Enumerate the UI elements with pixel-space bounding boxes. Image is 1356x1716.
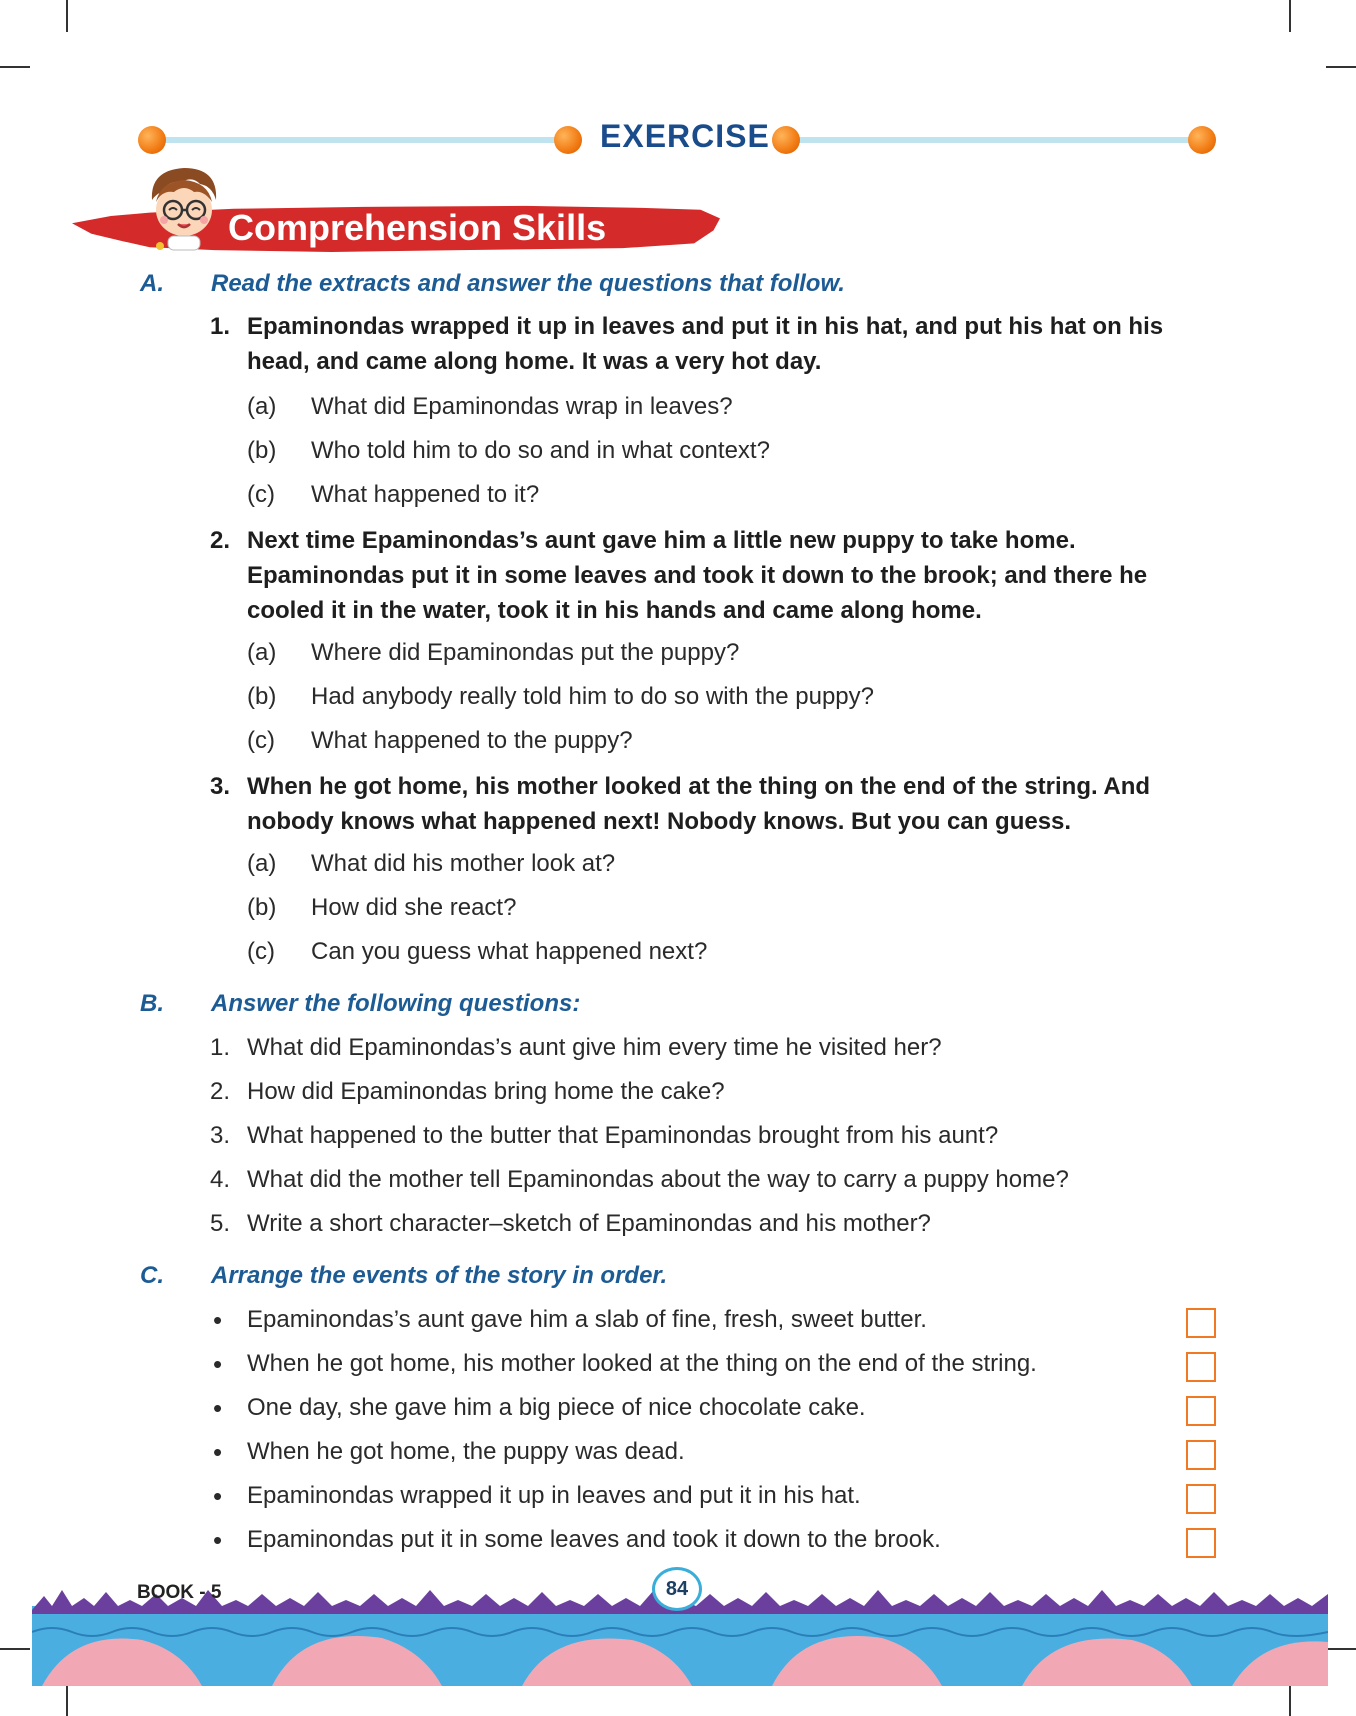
order-checkbox[interactable] — [1186, 1308, 1216, 1338]
crop-mark — [0, 1648, 30, 1650]
event-text: Epaminondas’s aunt gave him a slab of fine, fresh, sweet butter. — [247, 1306, 927, 1333]
order-checkbox[interactable] — [1186, 1396, 1216, 1426]
header-rule-right — [788, 137, 1198, 143]
page-number: 84 — [652, 1567, 702, 1611]
bullet-icon: • — [213, 1481, 223, 1511]
bullet-icon: • — [213, 1437, 223, 1467]
question-text: What did Epaminondas’s aunt give him every time he visited her? — [247, 1034, 942, 1061]
header-rule-left — [152, 137, 572, 143]
sub-question-text: Where did Epaminondas put the puppy? — [311, 639, 740, 666]
question-number: 1. — [210, 1034, 231, 1061]
question-number: 2. — [210, 1078, 231, 1105]
crop-mark — [66, 0, 68, 32]
bullet-icon: • — [213, 1393, 223, 1423]
sub-question-text: Who told him to do so and in what context? — [311, 437, 770, 464]
question-number: 5. — [210, 1210, 231, 1237]
orange-dot-icon — [772, 126, 800, 154]
sub-question-label: (c) — [247, 481, 275, 508]
sub-question-text: How did she react? — [311, 894, 517, 921]
exercise-title: EXERCISE — [600, 118, 770, 154]
sub-question-label: (c) — [247, 938, 275, 965]
orange-dot-icon — [138, 126, 166, 154]
crop-mark — [1326, 66, 1356, 68]
sub-question-label: (a) — [247, 639, 277, 666]
question-number: 3. — [210, 773, 231, 800]
sub-question-label: (b) — [247, 894, 277, 921]
sub-question-text: What happened to the puppy? — [311, 727, 633, 754]
crop-mark — [1326, 1648, 1356, 1650]
orange-dot-icon — [554, 126, 582, 154]
crop-mark — [1289, 1686, 1291, 1716]
bullet-icon: • — [213, 1349, 223, 1379]
sub-question-label: (a) — [247, 393, 277, 420]
event-text: When he got home, the puppy was dead. — [247, 1438, 685, 1465]
question-number: 2. — [210, 527, 231, 554]
sub-question-label: (c) — [247, 727, 275, 754]
crop-mark — [1289, 0, 1291, 32]
question-text: What did the mother tell Epaminondas about the way to carry a puppy home? — [247, 1166, 1069, 1193]
sub-question-label: (b) — [247, 683, 277, 710]
section-c-heading: Arrange the events of the story in order. — [211, 1262, 668, 1289]
event-text: Epaminondas wrapped it up in leaves and put it in his hat. — [247, 1482, 861, 1509]
question-text: How did Epaminondas bring home the cake? — [247, 1078, 725, 1105]
sub-question-label: (b) — [247, 437, 277, 464]
sub-question-text: What did Epaminondas wrap in leaves? — [311, 393, 733, 420]
crop-mark — [0, 66, 30, 68]
order-checkbox[interactable] — [1186, 1484, 1216, 1514]
question-text: What happened to the butter that Epaminondas brought from his aunt? — [247, 1122, 999, 1149]
event-text: When he got home, his mother looked at the thing on the end of the string. — [247, 1350, 1037, 1377]
crop-mark — [66, 1686, 68, 1716]
section-a-letter: A. — [140, 270, 164, 297]
extract-text: Next time Epaminondas’s aunt gave him a little new puppy to take home. Epaminondas put it in some leaves and took it down to the brook; and there he cooled it in the water, took it in his hands and came along home. — [247, 527, 1148, 624]
order-checkbox[interactable] — [1186, 1440, 1216, 1470]
question-number: 4. — [210, 1166, 231, 1193]
bullet-icon: • — [213, 1525, 223, 1555]
event-text: Epaminondas put it in some leaves and took it down to the brook. — [247, 1526, 941, 1553]
extract-text: When he got home, his mother looked at the thing on the end of the string. And nobody knows what happened next! Nobody knows. But you can guess. — [247, 773, 1151, 835]
sub-question-text: Had anybody really told him to do so with the puppy? — [311, 683, 875, 710]
sub-question-text: What happened to it? — [311, 481, 540, 508]
order-checkbox[interactable] — [1186, 1352, 1216, 1382]
section-c-letter: C. — [140, 1262, 164, 1289]
sub-question-label: (a) — [247, 850, 277, 877]
question-text: Write a short character–sketch of Epaminondas and his mother? — [247, 1210, 931, 1237]
book-label: BOOK - 5 — [137, 1582, 222, 1603]
banner-title: Comprehension Skills — [228, 207, 607, 248]
section-b-letter: B. — [140, 990, 164, 1017]
sub-question-text: Can you guess what happened next? — [311, 938, 708, 965]
orange-dot-icon — [1188, 126, 1216, 154]
question-number: 1. — [210, 313, 231, 340]
section-b-heading: Answer the following questions: — [211, 990, 581, 1017]
extract-text: Epaminondas wrapped it up in leaves and put it in his hat, and put his hat on his head, and came along home. It was a very hot day. — [247, 313, 1164, 375]
event-text: One day, she gave him a big piece of nice chocolate cake. — [247, 1394, 866, 1421]
bullet-icon: • — [213, 1305, 223, 1335]
sub-question-text: What did his mother look at? — [311, 850, 616, 877]
section-a-heading: Read the extracts and answer the questions that follow. — [211, 270, 845, 297]
mascot-icon — [138, 160, 230, 252]
question-number: 3. — [210, 1122, 231, 1149]
order-checkbox[interactable] — [1186, 1528, 1216, 1558]
